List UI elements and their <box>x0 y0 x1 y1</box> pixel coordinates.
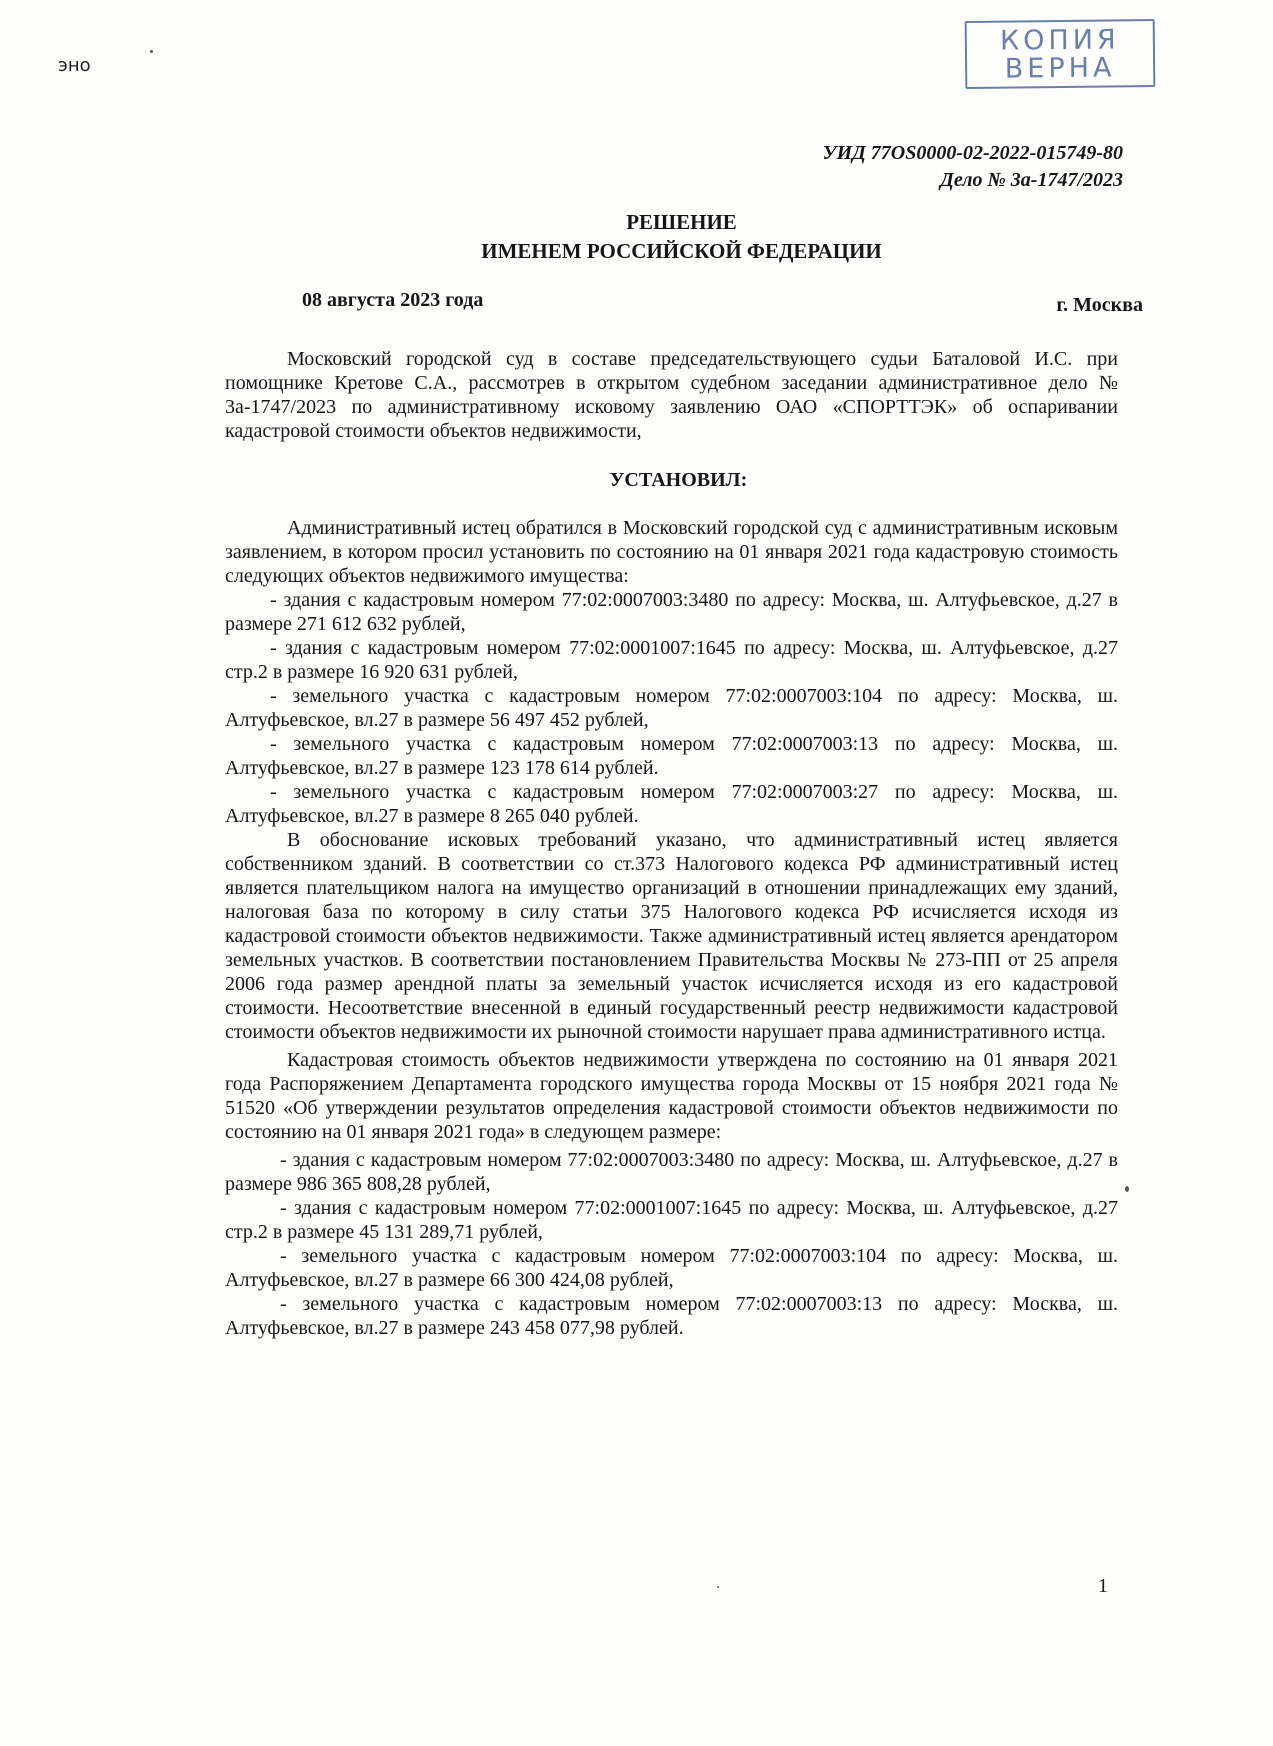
scan-speck <box>1125 1186 1129 1192</box>
case-number: Дело № 3а-1747/2023 <box>940 169 1123 191</box>
copy-verified-stamp <box>965 19 1156 89</box>
scan-speck <box>717 1586 719 1588</box>
approved-item: - земельного участка с кадастровым номером 77:02:0007003:104 по адресу: Москва, ш. Алтуфьевское, вл.27 в размере 66 300 424,08 рублей, <box>225 1245 1118 1291</box>
approved-item: - здания с кадастровым номером 77:02:0007003:3480 по адресу: Москва, ш. Алтуфьевское, д.27 в размере 986 365 808,28 рублей, <box>225 1149 1118 1195</box>
claim-item: - земельного участка с кадастровым номером 77:02:0007003:104 по адресу: Москва, ш. Алтуфьевское, вл.27 в размере 56 497 452 рублей, <box>225 685 1118 731</box>
decision-city: г. Москва <box>1056 294 1143 316</box>
intro-paragraph: Московский городской суд в составе председательствующего судьи Баталовой И.С. при помощнике Кретове С.А., рассмотрев в открытом судебном заседании административное дело № 3а-1747/2023 по административному исковому заявлению ОАО «СПОРТТЭК» об оспаривании кадастровой стоимости объектов недвижимости, <box>225 348 1118 442</box>
decision-date: 08 августа 2023 года <box>302 289 484 311</box>
stamp-line-1: КОПИЯ <box>999 24 1120 57</box>
case-uid: УИД 77OS0000-02-2022-015749-80 <box>822 142 1123 164</box>
claim-item: - земельного участка с кадастровым номером 77:02:0007003:13 по адресу: Москва, ш. Алтуфьевское, вл.27 в размере 123 178 614 рублей. <box>225 733 1118 779</box>
approved-item: - здания с кадастровым номером 77:02:0001007:1645 по адресу: Москва, ш. Алтуфьевское, д.27 стр.2 в размере 45 131 289,71 рублей, <box>225 1197 1118 1243</box>
title-line-2: ИМЕНЕМ РОССИЙСКОЙ ФЕДЕРАЦИИ <box>481 239 882 263</box>
claim-item: - здания с кадастровым номером 77:02:0007003:3480 по адресу: Москва, ш. Алтуфьевское, д.27 в размере 271 612 632 рублей, <box>225 589 1118 635</box>
page-number: 1 <box>1098 1575 1108 1597</box>
claim-intro-paragraph: Административный истец обратился в Московский городской суд с административным исковым заявлением, в котором просил установить по состоянию на 01 января 2021 года кадастровую стоимость следующих объектов недвижимого имущества: <box>225 517 1118 587</box>
title-line-1: РЕШЕНИЕ <box>626 210 737 234</box>
approved-item: - земельного участка с кадастровым номером 77:02:0007003:13 по адресу: Москва, ш. Алтуфьевское, вл.27 в размере 243 458 077,98 рублей. <box>225 1293 1118 1339</box>
case-header <box>823 140 1123 194</box>
corner-mark: эно <box>58 55 91 76</box>
grounds-paragraph: В обоснование исковых требований указано, что административный истец является собственником зданий. В соответствии со ст.373 Налогового кодекса РФ административный истец является плательщиком налога на имущество организаций в отношении принадлежащих ему зданий, налоговая база по которому в силу статьи 375 Налогового кодекса РФ исчисляется исходя из кадастровой стоимости объектов недвижимости. Также административный истец является арендатором земельных участков. В соответствии постановлением Правительства Москвы № 273-ПП от 25 апреля 2006 года размер арендной платы за земельный участок исчисляется исходя из его кадастровой стоимости. Несоответствие внесенной в единый государственный реестр недвижимости кадастровой стоимости объектов недвижимости их рыночной стоимости нарушает права административного истца. <box>225 829 1118 1043</box>
approved-value-paragraph: Кадастровая стоимость объектов недвижимости утверждена по состоянию на 01 января 2021 года Распоряжением Департамента городского имущества города Москвы от 15 ноября 2021 года № 51520 «Об утверждении результатов определения кадастровой стоимости объектов недвижимости по состоянию на 01 января 2021 года» в следующем размере: <box>225 1049 1118 1143</box>
claim-item: - земельного участка с кадастровым номером 77:02:0007003:27 по адресу: Москва, ш. Алтуфьевское, вл.27 в размере 8 265 040 рублей. <box>225 781 1118 827</box>
claim-item: - здания с кадастровым номером 77:02:0001007:1645 по адресу: Москва, ш. Алтуфьевское, д.27 стр.2 в размере 16 920 631 рублей, <box>225 637 1118 683</box>
stamp-line-2: ВЕРНА <box>1004 52 1116 85</box>
scan-speck <box>150 50 153 53</box>
section-heading: УСТАНОВИЛ: <box>609 469 748 491</box>
document-body <box>225 347 1118 1340</box>
document-title <box>0 208 1273 266</box>
